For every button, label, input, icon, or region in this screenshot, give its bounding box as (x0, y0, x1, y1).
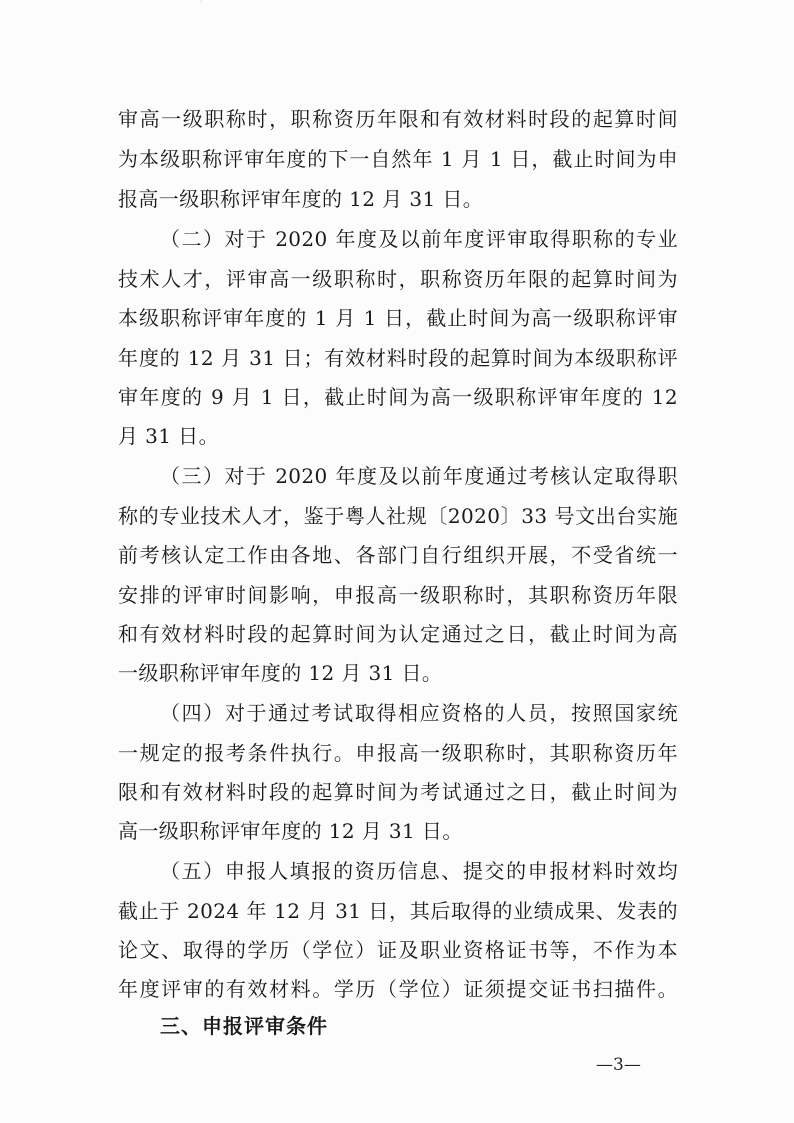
text-line: 审高一级职称时，职称资历年限和有效材料时段的起算时间 (118, 107, 678, 131)
text-line: 论文、取得的学历（学位）证及职业资格证书等，不作为本 (118, 938, 678, 962)
text-line: 审年度的 9 月 1 日，截止时间为高一级职称评审年度的 12 (118, 385, 678, 409)
text-line: 为本级职称评审年度的下一自然年 1 月 1 日，截止时间为申 (118, 147, 678, 171)
text-line: 月 31 日。 (118, 424, 219, 448)
paragraph-start-line: （四）对于通过考试取得相应资格的人员，按照国家统 (160, 701, 678, 725)
paragraph-start-line: （五）申报人填报的资历信息、提交的申报材料时效均 (160, 859, 678, 883)
text-line: 年度评审的有效材料。学历（学位）证须提交证书扫描件。 (118, 977, 678, 1001)
scan-artifact (200, 0, 203, 3)
section-heading: 三、申报评审条件 (160, 1014, 328, 1038)
text-line: 本级职称评审年度的 1 月 1 日，截止时间为高一级职称评审 (118, 306, 678, 330)
text-line: 限和有效材料时段的起算时间为考试通过之日，截止时间为 (118, 780, 678, 804)
text-line: 高一级职称评审年度的 12 月 31 日。 (118, 819, 463, 843)
text-line: 年度的 12 月 31 日；有效材料时段的起算时间为本级职称评 (118, 346, 678, 370)
text-line: 和有效材料时段的起算时间为认定通过之日，截止时间为高 (118, 622, 678, 646)
text-line: 截止于 2024 年 12 月 31 日，其后取得的业绩成果、发表的 (118, 899, 678, 923)
text-line: 安排的评审时间影响，申报高一级职称时，其职称资历年限 (118, 583, 678, 607)
text-line: 一级职称评审年度的 12 月 31 日。 (118, 661, 443, 685)
paragraph-start-line: （二）对于 2020 年度及以前年度评审取得职称的专业 (160, 227, 678, 251)
text-line: 一规定的报考条件执行。申报高一级职称时，其职称资历年 (118, 741, 678, 765)
text-line: 前考核认定工作由各地、各部门自行组织开展，不受省统一 (118, 543, 678, 567)
page-number: —3— (596, 1055, 641, 1075)
text-line: 技术人才，评审高一级职称时，职称资历年限的起算时间为 (118, 267, 678, 291)
text-line: 报高一级职称评审年度的 12 月 31 日。 (118, 187, 484, 211)
paragraph-start-line: （三）对于 2020 年度及以前年度通过考核认定取得职 (160, 464, 678, 488)
text-line: 称的专业技术人才，鉴于粤人社规〔2020〕33 号文出台实施 (118, 504, 678, 528)
